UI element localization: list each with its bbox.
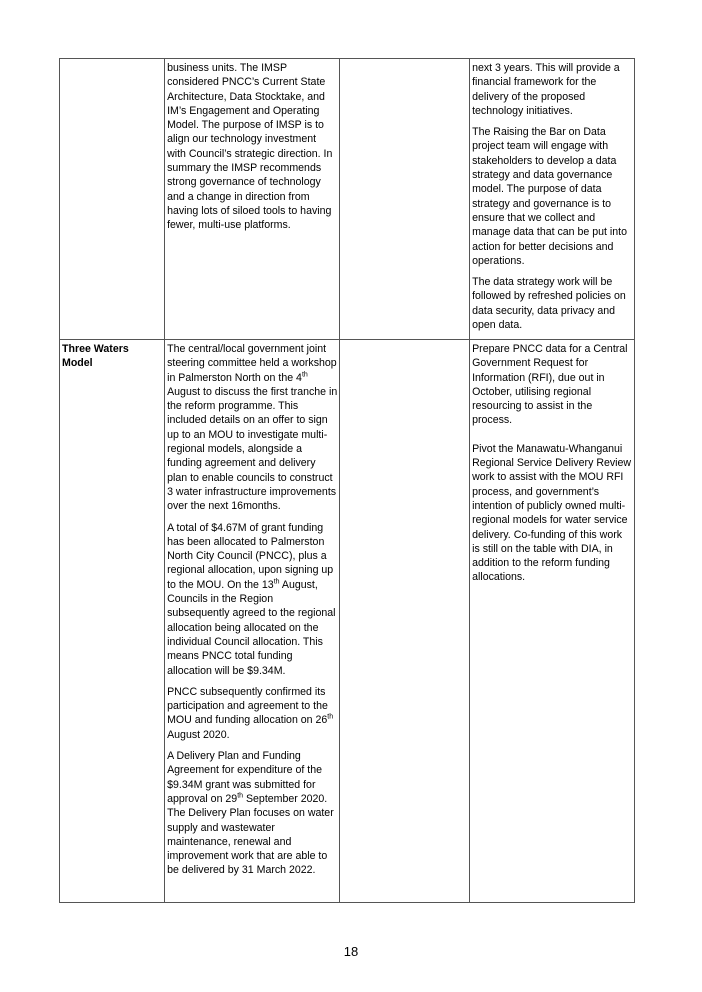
paragraph: Pivot the Manawatu-Whanganui Regional Service Delivery Review work to assist with the MOU RFI process, and government’s intention of publicly owned multi-regional models for water service delivery. Co-funding of this work is still on the table with DIA, in addition to the reform funding allocations. <box>472 442 632 584</box>
next-steps-cell <box>470 59 635 340</box>
report-table <box>59 58 635 903</box>
row-label-cell <box>60 340 165 903</box>
empty-cell <box>340 59 470 340</box>
paragraph: PNCC subsequently confirmed its participation and agreement to the MOU and funding allocation on 26th August 2020. <box>167 685 334 741</box>
description-cell <box>165 59 340 340</box>
empty-cell <box>340 340 470 903</box>
paragraph: A Delivery Plan and Funding Agreement for expenditure of the $9.34M grant was submitted for approval on 29th September 2020. The Delivery Plan focuses on water supply and wastewater maintenance, renewal and improvement work that are able to be delivered by 31 March 2022. <box>167 750 334 877</box>
row-label-cell <box>60 59 165 340</box>
table-row <box>60 59 635 340</box>
next-steps-cell <box>470 340 635 903</box>
paragraph: The Raising the Bar on Data project team will engage with stakeholders to develop a data strategy and data governance model. The purpose of data strategy and governance is to ensure that we collect and manage data that can be put into action for better decisions and operations. <box>472 126 627 267</box>
paragraph: next 3 years. This will provide a financial framework for the delivery of the proposed technology initiatives. <box>472 62 620 117</box>
paragraph: business units. The IMSP considered PNCC’s Current State Architecture, Data Stocktake, and IM’s Engagement and Operating Model. The purpose of IMSP is to align our technology investment with Council’s strategic direction. In summary the IMSP recommends strong governance of technology and a change in direction from having lots of siloed tools to having fewer, multi-use platforms. <box>167 62 333 232</box>
description-cell <box>165 340 340 903</box>
table-row <box>60 340 635 903</box>
page-number: 18 <box>343 944 359 959</box>
row-label: Three Waters Model <box>62 343 129 370</box>
paragraph: A total of $4.67M of grant funding has been allocated to Palmerston North City Council (PNCC), plus a regional allocation, upon signing up to the MOU. On the 13th August, Councils in the Region subsequently agreed to the regional allocation being allocated on the individual Council allocation. This means PNCC total funding allocation will be $9.34M. <box>167 521 336 677</box>
paragraph: The central/local government joint steering committee held a workshop in Palmerston North on the 4th August to discuss the first tranche in the reform programme. This included details on an offer to sign up to an MOU to investigate multi-regional models, alongside a funding agreement and delivery plan to enable councils to construct 3 water infrastructure improvements over the next 16months. <box>167 343 338 513</box>
paragraph: Prepare PNCC data for a Central Government Request for Information (RFI), due out in October, utilising regional resourcing to assist in the process. <box>472 343 628 427</box>
paragraph: The data strategy work will be followed by refreshed policies on data security, data privacy and open data. <box>472 276 626 332</box>
